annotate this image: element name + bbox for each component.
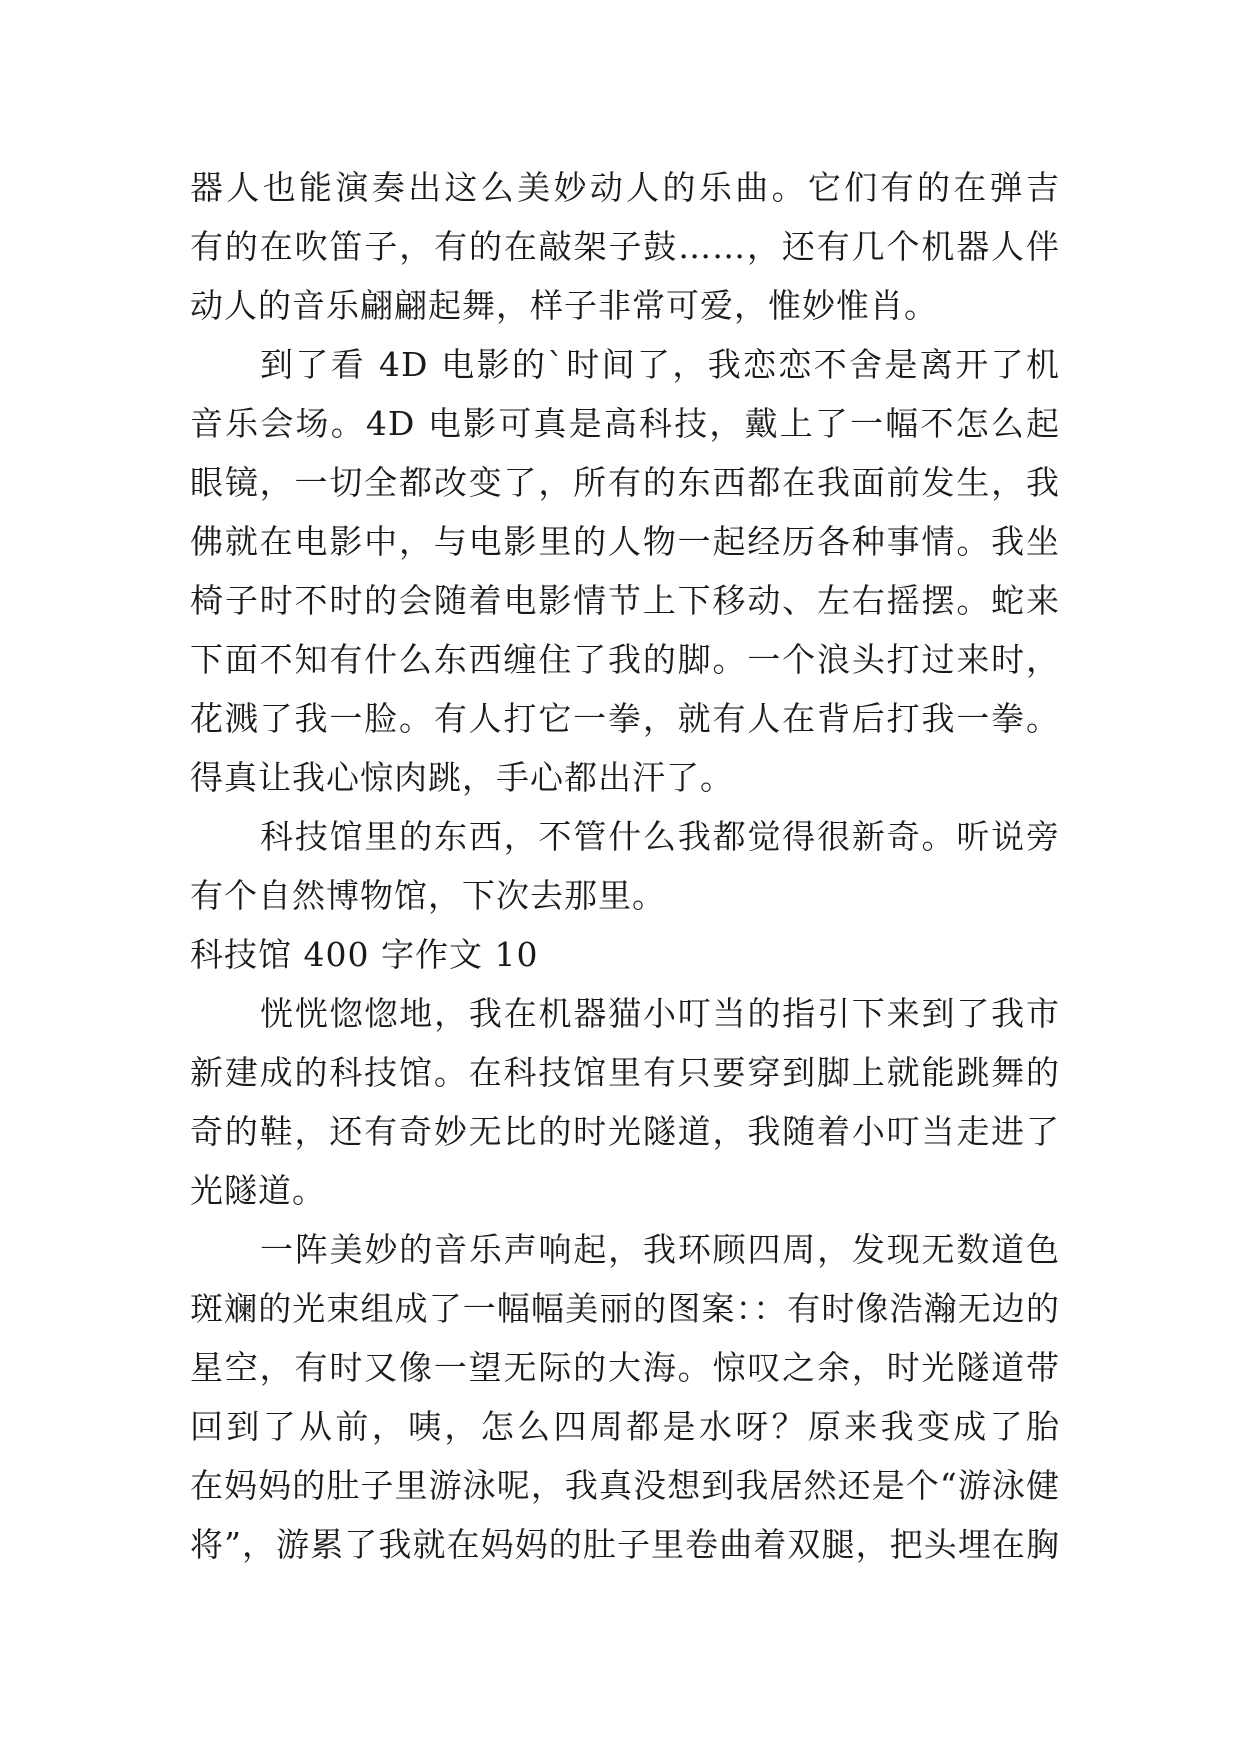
text-line: 新建成的科技馆。在科技馆里有只要穿到脚上就能跳舞的	[190, 1053, 1060, 1092]
text-line: 光隧道。	[190, 1171, 326, 1210]
text-line: 得真让我心惊肉跳，手心都出汗了。	[190, 758, 734, 797]
text-line: 器人也能演奏出这么美妙动人的乐曲。它们有的在弹吉	[190, 168, 1060, 207]
text-line: 奇的鞋，还有奇妙无比的时光隧道，我随着小叮当走进了	[190, 1112, 1060, 1151]
text-line: 在妈妈的肚子里游泳呢，我真没想到我居然还是个“游泳健	[190, 1466, 1060, 1505]
text-line: 科技馆里的东西，不管什么我都觉得很新奇。听说旁	[260, 817, 1060, 856]
text-line: 音乐会场。4D 电影可真是高科技，戴上了一幅不怎么起	[190, 404, 1060, 443]
text-line: 有个自然博物馆，下次去那里。	[190, 876, 666, 915]
text-line: 星空，有时又像一望无际的大海。惊叹之余，时光隧道带	[190, 1348, 1060, 1387]
text-line: 一阵美妙的音乐声响起，我环顾四周，发现无数道色	[260, 1230, 1060, 1269]
text-line: 到了看 4D 电影的`时间了，我恋恋不舍是离开了机	[260, 345, 1060, 384]
text-line: 有的在吹笛子，有的在敲架子鼓……，还有几个机器人伴	[190, 227, 1060, 266]
section-heading: 科技馆 400 字作文 10	[190, 935, 539, 974]
text-line: 回到了从前，咦，怎么四周都是水呀？原来我变成了胎	[190, 1407, 1060, 1446]
text-line: 将”，游累了我就在妈妈的肚子里卷曲着双腿，把头埋在胸	[190, 1525, 1060, 1564]
text-line: 斑斓的光束组成了一幅幅美丽的图案：：有时像浩瀚无边的	[190, 1289, 1060, 1328]
text-line: 恍恍惚惚地，我在机器猫小叮当的指引下来到了我市	[260, 994, 1060, 1033]
text-line: 眼镜，一切全都改变了，所有的东西都在我面前发生，我	[190, 463, 1060, 502]
text-line: 花溅了我一脸。有人打它一拳，就有人在背后打我一拳。	[190, 699, 1060, 738]
text-line: 下面不知有什么东西缠住了我的脚。一个浪头打过来时，	[190, 640, 1060, 679]
text-line: 动人的音乐翩翩起舞，样子非常可爱，惟妙惟肖。	[190, 286, 938, 325]
text-line: 佛就在电影中，与电影里的人物一起经历各种事情。我坐	[190, 522, 1060, 561]
essay-body	[190, 158, 1060, 1574]
text-line: 椅子时不时的会随着电影情节上下移动、左右摇摆。蛇来	[190, 581, 1060, 620]
